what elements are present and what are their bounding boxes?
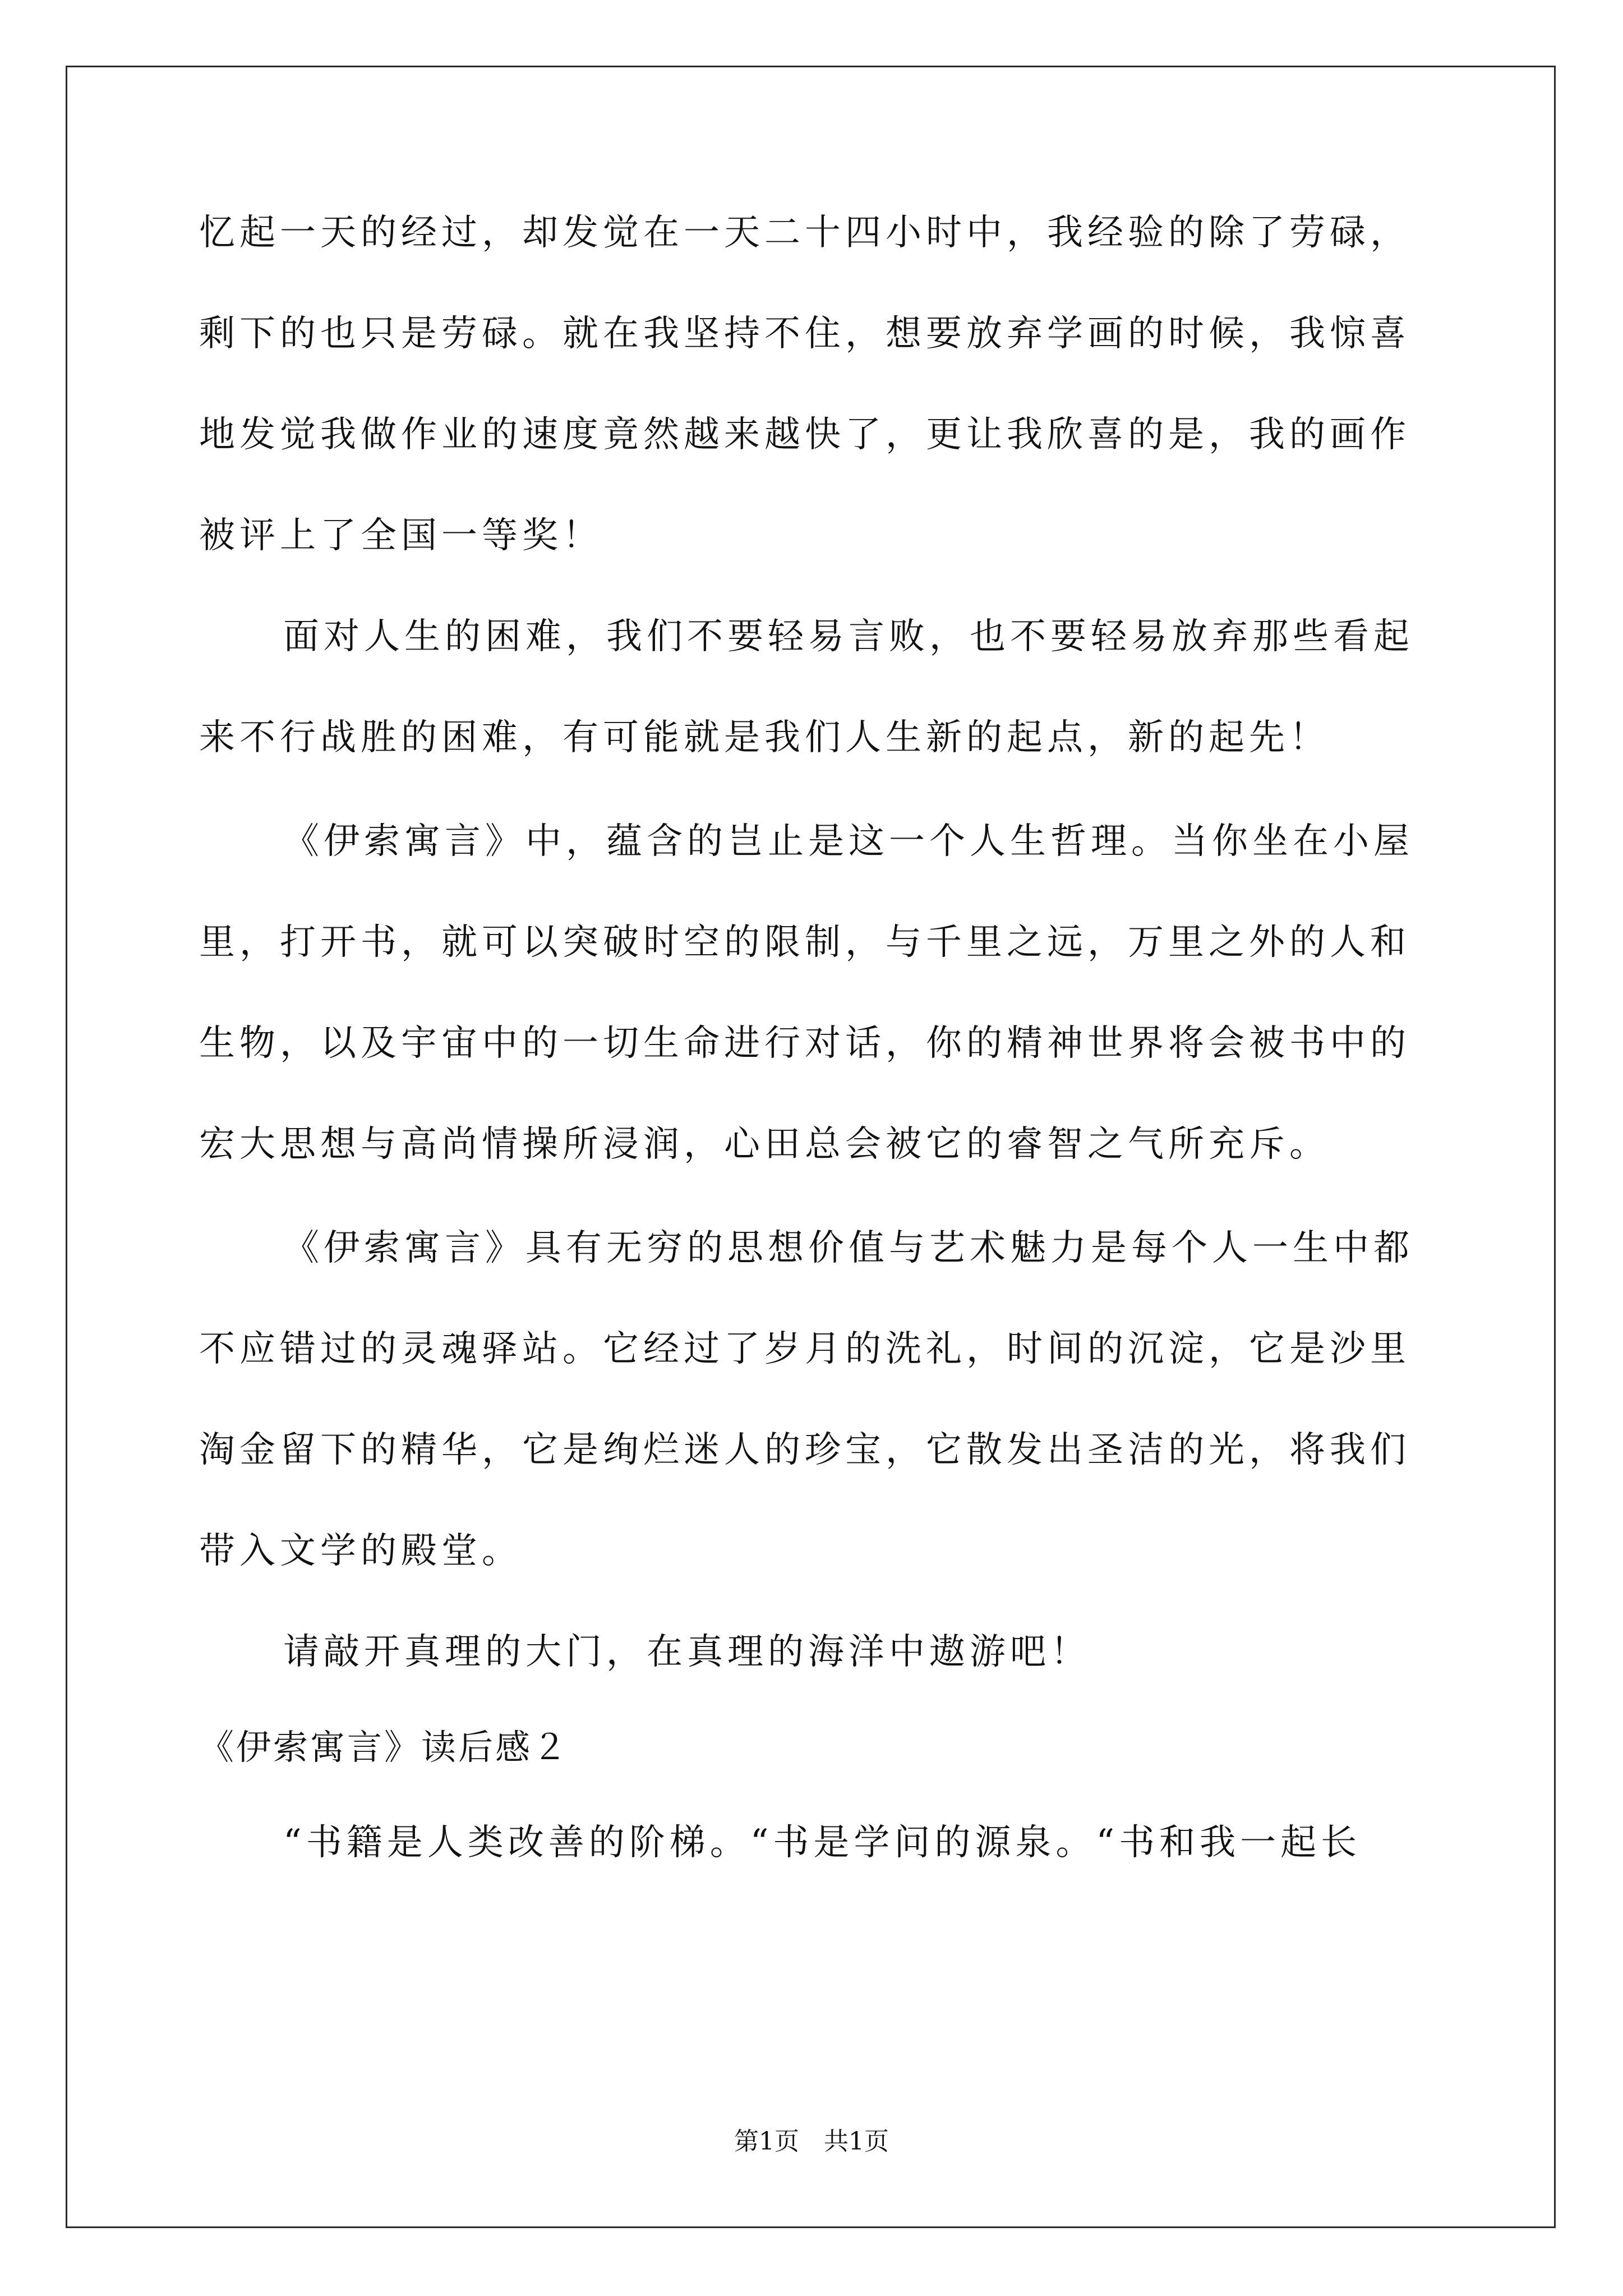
paragraph-line: 面对人生的困难，我们不要轻易言败，也不要轻易放弃那些看起 bbox=[283, 616, 1414, 657]
paragraph-line: 地发觉我做作业的速度竟然越来越快了，更让我欣喜的是，我的画作 bbox=[199, 414, 1410, 455]
paragraph-line: 不应错过的灵魂驿站。它经过了岁月的洗礼，时间的沉淀，它是沙里 bbox=[199, 1328, 1410, 1370]
paragraph-line: 剩下的也只是劳碌。就在我坚持不住，想要放弃学画的时候，我惊喜 bbox=[199, 313, 1410, 355]
paragraph-line: 忆起一天的经过，却发觉在一天二十四小时中，我经验的除了劳碌， bbox=[199, 212, 1410, 254]
paragraph-line: 请敲开真理的大门，在真理的海洋中遨游吧！ bbox=[283, 1631, 1091, 1673]
paragraph-line: 带入文学的殿堂。 bbox=[199, 1530, 522, 1572]
page-footer: 第1页 共1页 bbox=[734, 2127, 889, 2156]
paragraph-line: 来不行战胜的困难，有可能就是我们人生新的起点，新的起先！ bbox=[199, 717, 1330, 758]
paragraph-line: 《伊索寓言》具有无穷的思想价值与艺术魅力是每个人一生中都 bbox=[283, 1227, 1414, 1269]
paragraph-line: 被评上了全国一等奖！ bbox=[199, 515, 603, 556]
paragraph-line: 淘金留下的精华，它是绚烂迷人的珍宝，它散发出圣洁的光，将我们 bbox=[199, 1429, 1410, 1471]
paragraph-line: 生物，以及宇宙中的一切生命进行对话，你的精神世界将会被书中的 bbox=[199, 1023, 1410, 1064]
section-heading: 《伊索寓言》读后感２ bbox=[199, 1727, 570, 1768]
paragraph-line: 宏大思想与高尚情操所浸润，心田总会被它的睿智之气所充斥。 bbox=[199, 1124, 1330, 1165]
paragraph-line: “书籍是人类改善的阶梯。“书是学问的源泉。“书和我一起长 bbox=[283, 1822, 1362, 1864]
paragraph-line: 《伊索寓言》中，蕴含的岂止是这一个人生哲理。当你坐在小屋 bbox=[283, 821, 1414, 862]
paragraph-line: 里，打开书，就可以突破时空的限制，与千里之远，万里之外的人和 bbox=[199, 922, 1410, 963]
